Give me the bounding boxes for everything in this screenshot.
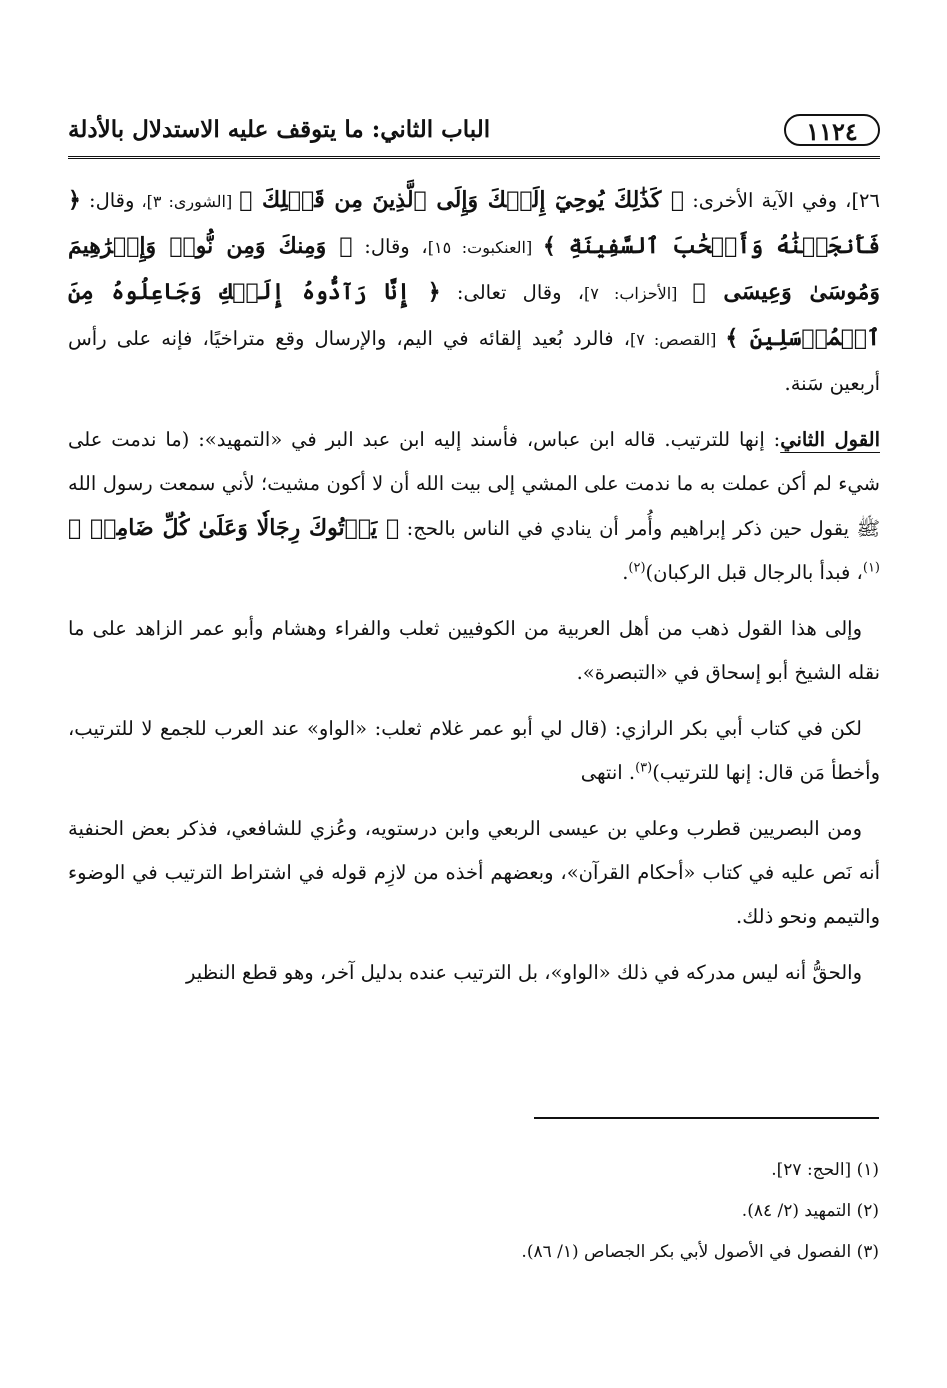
text-segment: لكن في كتاب أبي بكر الرازي: (قال لي أبو عمر غلام ثعلب: «الواو» عند العرب للجمع لا للترتيب، وأخطأ مَن قال: إنها للترتيب)	[68, 717, 880, 784]
paragraph-1	[68, 178, 880, 406]
paragraph-4	[68, 707, 880, 795]
footnote-1: (١) [الحج: ٢٧].	[771, 1160, 879, 1180]
paragraph-6: والحقُّ أنه ليس مدركه في ذلك «الواو»، بل الترتيب عنده بدليل آخر، وهو قطع النظير	[185, 961, 862, 984]
quran-verse: ﴿ إِنَّا رَآدُّوهُ إِلَيۡكِ وَجَاعِلُوهُ مِنَ ٱلۡمُرۡسَلِينَ ﴾	[68, 279, 881, 351]
paragraph-5: ومن البصريين قطرب وعلي بن عيسى الربعي وابن درستويه، وعُزي للشافعي، فذكر بعض الحنفية أنه نَص عليه في كتاب «أحكام القرآن»، وبعضهم أخذه من لازِم قوله في اشتراط الترتيب في الوضوء والتيمم ونحو ذلك.	[68, 817, 880, 928]
verse-reference: [الأحزاب: ٧]	[584, 284, 693, 303]
text-segment: ، فالرد بُعيد إلقائه في اليم، والإرسال وقع متراخيًا، فإنه على رأس أربعين سَنة.	[68, 327, 880, 395]
chapter-title: الباب الثاني: ما يتوقف عليه الاستدلال بالأدلة	[68, 116, 491, 143]
page-header	[68, 110, 880, 159]
verse-reference: [العنكبوت: ١٥]	[427, 238, 543, 257]
text-segment: : إنها للترتيب. قاله ابن عباس، فأسند إليه ابن عبد البر في «التمهيد»: (ما ندمت على شيء لم أكن عملت به ما ندمت على المشي إلى بيت الله أن لا أكون مشيت؛ لأني سمعت رسول الله ﷺ يقول حين ذكر إبراهيم وأُمر أن ينادي في الناس بالحج:	[68, 428, 881, 540]
footnote-ref-3[interactable]: (٣)	[635, 760, 653, 776]
quran-verse: ﴿ يَأۡتُوكَ رِجَالٗا وَعَلَىٰ كُلِّ ضَامِرٖ ﴾	[68, 515, 400, 541]
quran-verse: ﴿ فَأَنجَيۡنَٰهُ وَأَصۡحَٰبَ ٱلسَّفِينَةِ ﴾	[68, 187, 880, 259]
text-segment: ، وقال:	[352, 235, 428, 258]
footnote-2: (٢) التمهيد (٢/ ٨٤).	[741, 1201, 879, 1221]
page-number: ١١٢٤	[784, 114, 880, 146]
verse-reference: [القصص: ٧]	[630, 330, 726, 349]
text-segment: .	[622, 561, 629, 584]
text-segment: ، وقال تعالى:	[440, 281, 585, 304]
verse-reference: [الشورى: ٣]،	[134, 192, 240, 211]
footnote-ref-2[interactable]: (٢)	[628, 560, 646, 576]
text-segment: وقال:	[80, 189, 135, 212]
text-segment: ، فبدأ بالرجال قبل الركبان)	[645, 561, 863, 584]
main-text	[68, 178, 880, 1007]
text-segment: . انتهى	[580, 761, 636, 784]
section-label: القول الثاني	[780, 428, 880, 451]
quran-verse: ﴿ كَذَٰلِكَ يُوحِيٓ إِلَيۡكَ وَإِلَى ٱلَّذِينَ مِن قَبۡلِكَ ﴾	[239, 187, 685, 213]
text-segment: ٢٦]، وفي الآية الأخرى:	[684, 189, 880, 212]
paragraph-3: وإلى هذا القول ذهب من أهل العربية من الكوفيين ثعلب والفراء وهشام وأبو عمر الزاهد على ما نقله الشيخ أبو إسحاق في «التبصرة».	[68, 617, 880, 684]
paragraph-2	[68, 418, 880, 595]
footnote-ref-1[interactable]: (١)	[862, 560, 880, 576]
footnote-3: (٣) الفصول في الأصول لأبي بكر الجصاص (١/ ٨٦).	[521, 1242, 879, 1262]
footnote-divider	[534, 1117, 879, 1119]
quran-verse: ﴿ وَمِنكَ وَمِن نُّوحٖ وَإِبۡرَٰهِيمَ وَمُوسَىٰ وَعِيسَى ﴾	[68, 233, 880, 305]
footnotes	[67, 1150, 879, 1273]
